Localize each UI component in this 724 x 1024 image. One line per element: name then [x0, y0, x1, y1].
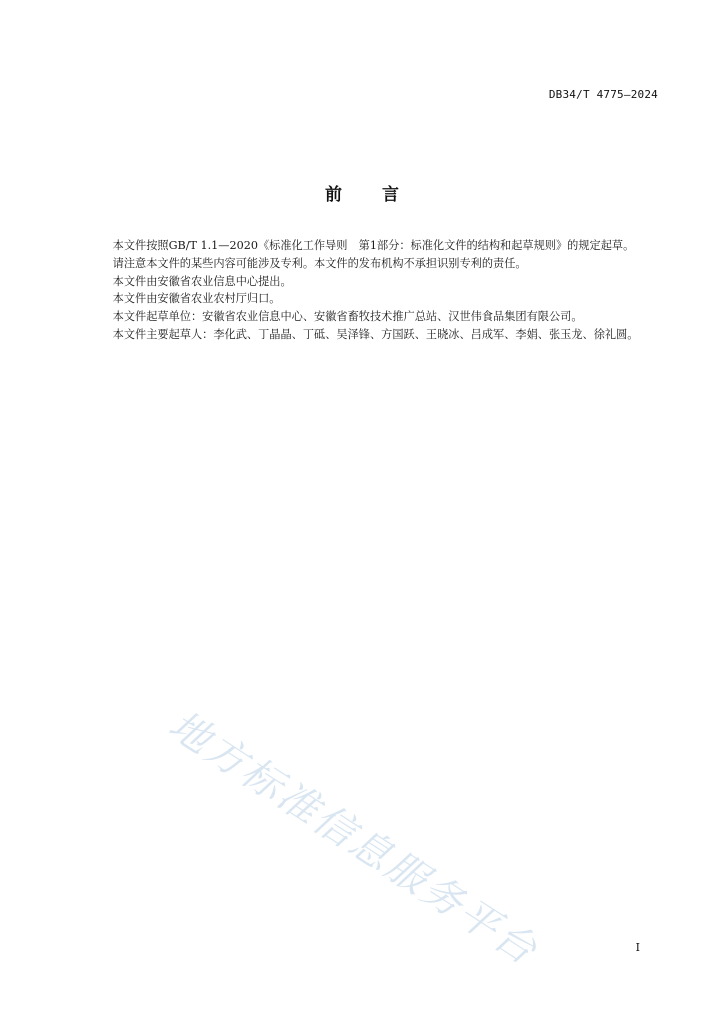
paragraph-administrator: 本文件由安徽省农业农村厅归口。	[112, 292, 281, 306]
paragraph-drafting-units: 本文件起草单位：安徽省农业信息中心、安徽省畜牧技术推广总站、汉世伟食品集团有限公司。	[112, 310, 583, 324]
standard-code: DB34/T 4775—2024	[548, 88, 658, 101]
page-title: 前言	[325, 185, 439, 205]
foreword-body	[88, 237, 658, 344]
watermark-text: 地方标准信息服务平台	[160, 702, 547, 975]
paragraph-drafting-rules: 本文件按照GB/T 1.1—2020《标准化工作导则 第1部分：标准化文件的结构和起草规则》的规定起草。	[112, 239, 635, 252]
paragraph-main-drafters: 本文件主要起草人：李化武、丁晶晶、丁砥、吴泽锋、方国跃、王晓冰、吕成军、李娟、张玉龙、徐礼圆。	[112, 327, 639, 341]
page-number: I	[635, 941, 640, 954]
paragraph-patent-notice: 请注意本文件的某些内容可能涉及专利。本文件的发布机构不承担识别专利的责任。	[112, 256, 527, 270]
paragraph-proposer: 本文件由安徽省农业信息中心提出。	[112, 274, 292, 288]
